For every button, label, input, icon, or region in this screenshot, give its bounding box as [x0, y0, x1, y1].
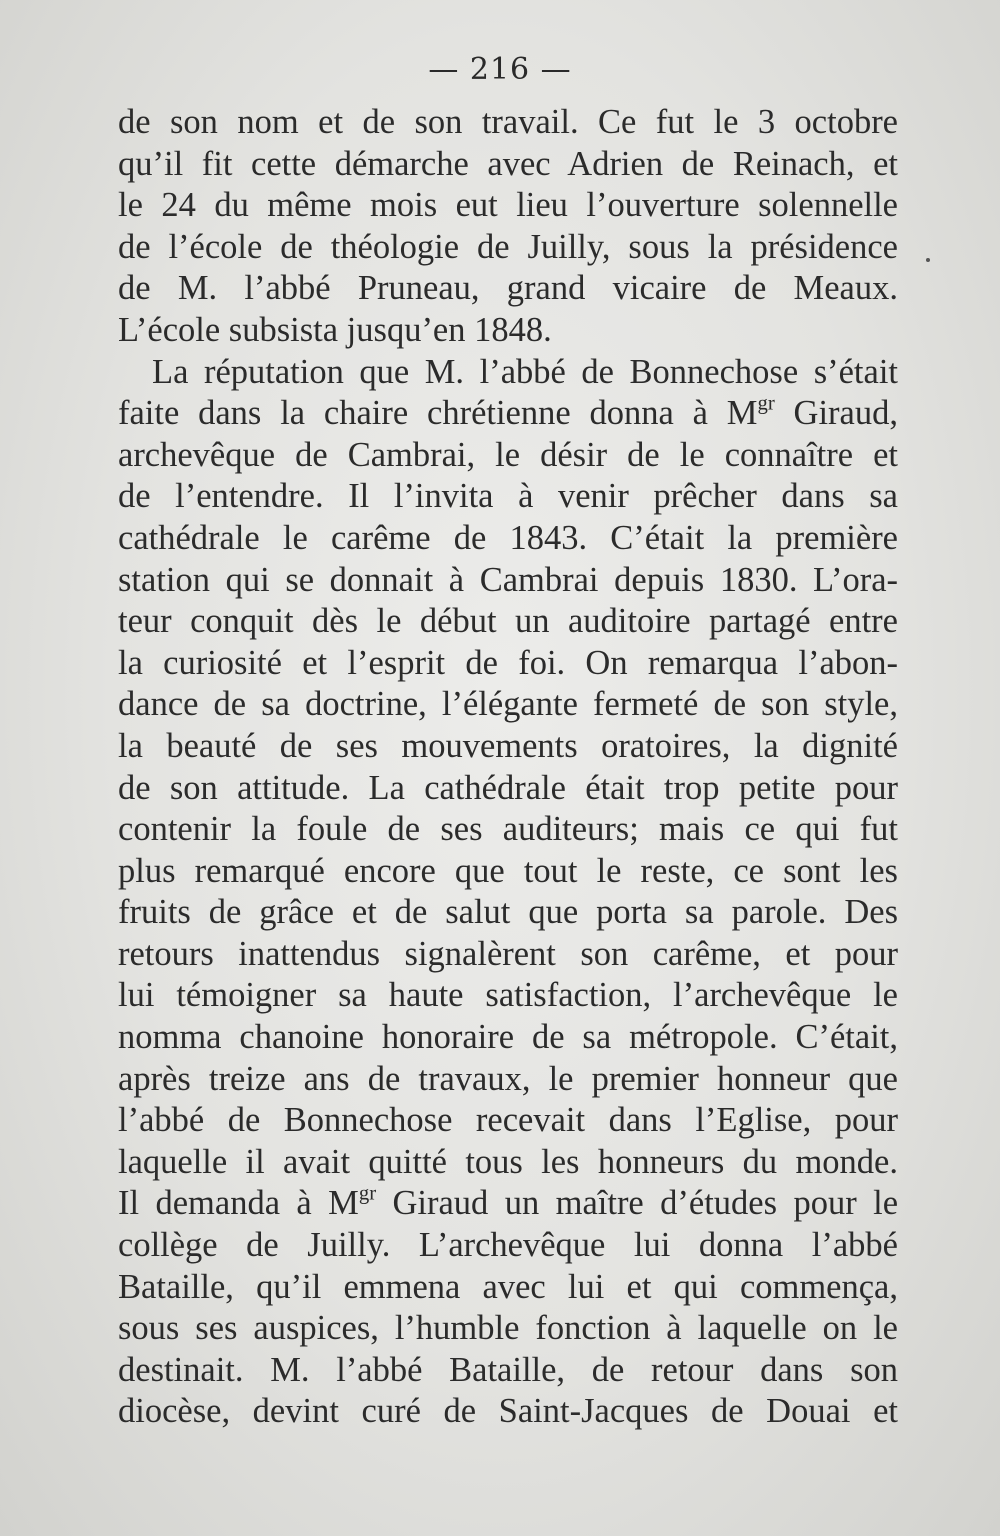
text-line-12: station qui se donnait à Cambrai depuis 1830. L’ora-	[118, 560, 898, 599]
text-line-19: plus remarqué encore que tout le reste, ce sont les	[118, 851, 898, 890]
text-line-23: nomma chanoine honoraire de sa métropole. C’était,	[118, 1018, 898, 1057]
text-line-24: après treize ans de travaux, le premier honneur que	[118, 1059, 898, 1098]
text-line-11: cathédrale le carême de 1843. C’était la première	[118, 518, 898, 557]
text-line-6: L’école subsista jusqu’en 1848.	[118, 310, 552, 349]
text-line-8	[118, 393, 898, 435]
text-line-25: l’abbé de Bonnechose recevait dans l’Eglise, pour	[118, 1101, 898, 1140]
page-number: — 216 —	[428, 52, 572, 87]
text-line-26: laquelle il avait quitté tous les honneurs du monde.	[118, 1142, 898, 1181]
text-line-28: collège de Juilly. L’archevêque lui donna l’abbé	[118, 1226, 898, 1265]
text-line-29: Bataille, qu’il emmena avec lui et qui commença,	[118, 1267, 898, 1306]
text-line-15: dance de sa doctrine, l’élégante fermeté de son style,	[118, 685, 898, 724]
text-line-27-start: Il demanda à M	[118, 1184, 359, 1223]
text-line-8-start: faite dans la chaire chrétienne donna à M	[118, 394, 758, 433]
text-line-20: fruits de grâce et de salut que porta sa parole. Des	[118, 893, 898, 932]
text-line-13: teur conquit dès le début un auditoire partagé entre	[118, 602, 898, 641]
superscript-gr-2: gr	[358, 1182, 377, 1205]
text-line-8-end: Giraud,	[774, 394, 898, 433]
text-line-22: lui témoigner sa haute satisfaction, l’archevêque le	[118, 976, 898, 1015]
text-line-5: de M. l’abbé Pruneau, grand vicaire de Meaux.	[118, 269, 898, 308]
text-line-32: diocèse, devint curé de Saint-Jacques de Douai et	[118, 1392, 898, 1431]
body-text	[118, 102, 898, 1433]
text-line-31: destinait. M. l’abbé Bataille, de retour dans son	[118, 1350, 898, 1389]
superscript-gr: gr	[757, 392, 775, 415]
text-line-18: contenir la foule de ses auditeurs; mais ce qui fut	[118, 810, 898, 849]
text-line-16: la beauté de ses mouvements oratoires, la dignité	[118, 726, 898, 765]
text-line-14: la curiosité et l’esprit de foi. On remarqua l’abon-	[118, 643, 898, 682]
text-line-27-end: Giraud un maître d’études pour le	[376, 1184, 899, 1223]
text-line-10: de l’entendre. Il l’invita à venir prêcher dans sa	[118, 477, 898, 516]
ink-speck	[926, 258, 930, 262]
text-line-7: La réputation que M. l’abbé de Bonnechose s’était	[152, 352, 898, 391]
text-line-2: qu’il fit cette démarche avec Adrien de Reinach, et	[118, 144, 898, 183]
text-line-9: archevêque de Cambrai, le désir de le connaître et	[118, 435, 898, 474]
text-line-30: sous ses auspices, l’humble fonction à laquelle on le	[118, 1309, 898, 1348]
text-line-17: de son attitude. La cathédrale était trop petite pour	[118, 768, 898, 807]
text-line-27	[118, 1183, 898, 1225]
text-line-1: de son nom et de son travail. Ce fut le 3 octobre	[118, 103, 898, 141]
text-line-3: le 24 du même mois eut lieu l’ouverture solennelle	[118, 186, 898, 225]
text-line-4: de l’école de théologie de Juilly, sous la présidence	[118, 227, 898, 266]
text-line-21: retours inattendus signalèrent son carême, et pour	[118, 934, 898, 973]
